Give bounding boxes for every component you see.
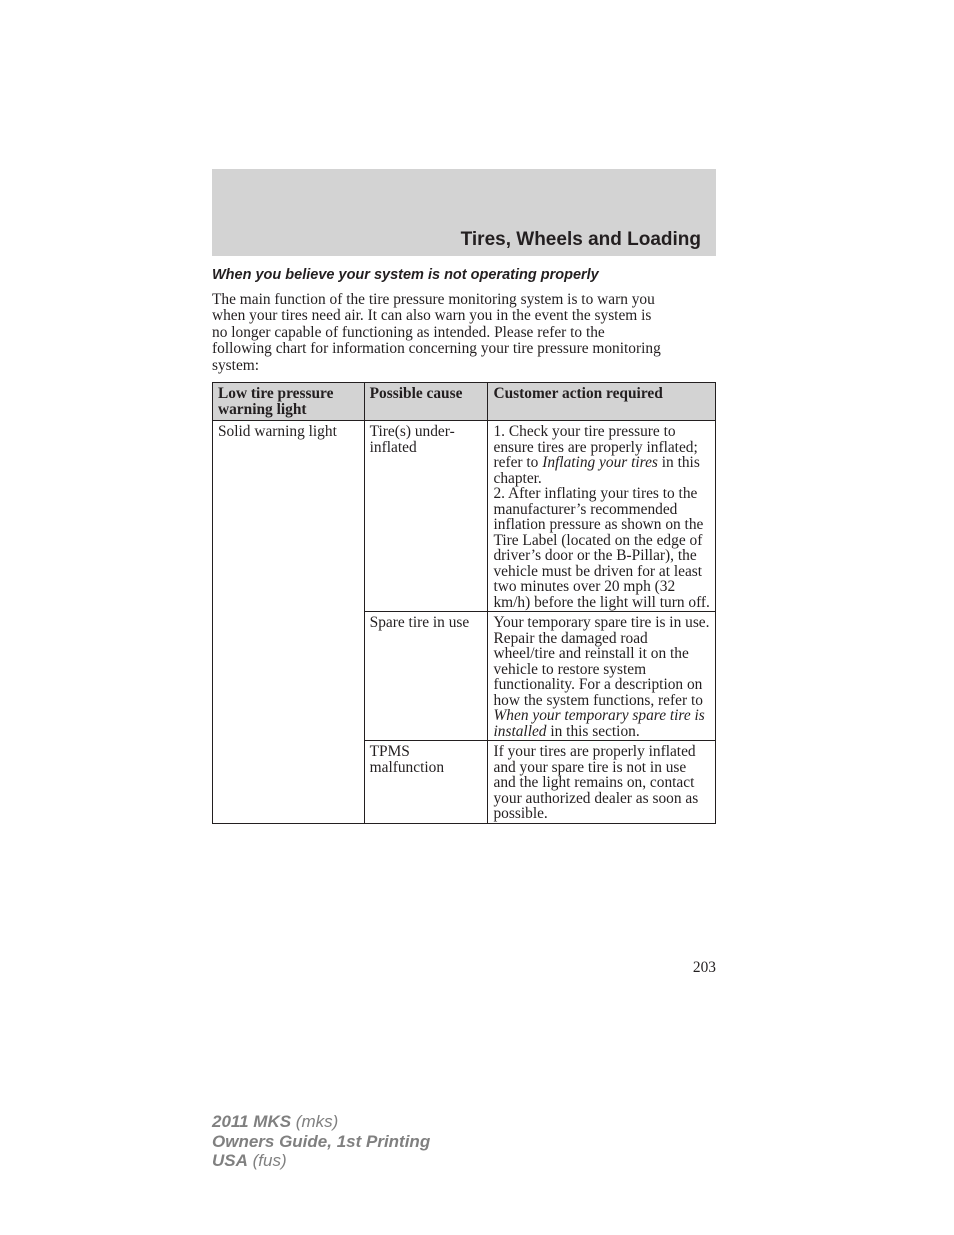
intro-line: The main function of the tire pressure monitoring system is to warn you [212, 291, 655, 308]
intro-line: no longer capable of functioning as intended. Please refer to the [212, 323, 605, 341]
intro-paragraph [212, 292, 712, 374]
footer-model-code: (mks) [291, 1112, 339, 1131]
footer-edition: Owners Guide, 1st Printing [212, 1131, 431, 1151]
intro-line: following chart for information concerning your tire pressure monitoring [212, 340, 661, 358]
action-text: in this chapter. [493, 454, 700, 487]
cause-cell: TPMS malfunction [364, 741, 488, 824]
header-warning-light: Low tire pressure warning light [213, 383, 365, 421]
footer-market-code: (fus) [247, 1151, 287, 1170]
footer-market: USA [212, 1151, 248, 1170]
intro-line: system: [212, 356, 260, 374]
page-number: 203 [692, 959, 716, 976]
action-text: 2. After inflating your tires to the manufacturer’s recommended inflation pressure as shown on the Tire Label (located on the edge of driver’s door or the B-Pillar), the vehicle must be driven for at least two minutes over 20 mph (32 km/h) before the light will turn off. [493, 485, 710, 611]
action-cell [488, 612, 716, 741]
footer-imprint [212, 1112, 430, 1171]
table-row [213, 421, 716, 612]
intro-line: when your tires need air. It can also warn you in the event the system is [212, 307, 652, 325]
header-customer-action: Customer action required [488, 383, 716, 421]
action-text: 1. Check your tire pressure to ensure tires are properly inflated; refer to [493, 423, 698, 471]
action-text: in this section. [546, 722, 640, 740]
action-reference: When your temporary spare tire is installed [493, 707, 705, 740]
tpms-chart-table [212, 382, 716, 824]
cause-cell: Tire(s) under-inflated [364, 421, 488, 612]
header-possible-cause: Possible cause [364, 383, 488, 421]
action-cell [488, 421, 716, 612]
table-header-row [213, 383, 716, 421]
warning-light-cell: Solid warning light [213, 421, 365, 824]
section-title: Tires, Wheels and Loading [460, 229, 701, 250]
action-text: If your tires are properly inflated and your spare tire is not in use and the light remains on, contact your authorized dealer as soon as possible. [493, 743, 699, 822]
action-cell [488, 741, 716, 824]
subheading: When you believe your system is not operating properly [212, 267, 599, 283]
cause-cell: Spare tire in use [364, 612, 488, 741]
footer-model: 2011 MKS [212, 1112, 292, 1131]
action-text: Your temporary spare tire is in use. Repair the damaged road wheel/tire and reinstall it on the vehicle to restore system functionality. For a description on how the system functions, refer to [493, 614, 710, 709]
section-header-band [212, 169, 716, 256]
action-reference: Inflating your tires [542, 454, 658, 471]
